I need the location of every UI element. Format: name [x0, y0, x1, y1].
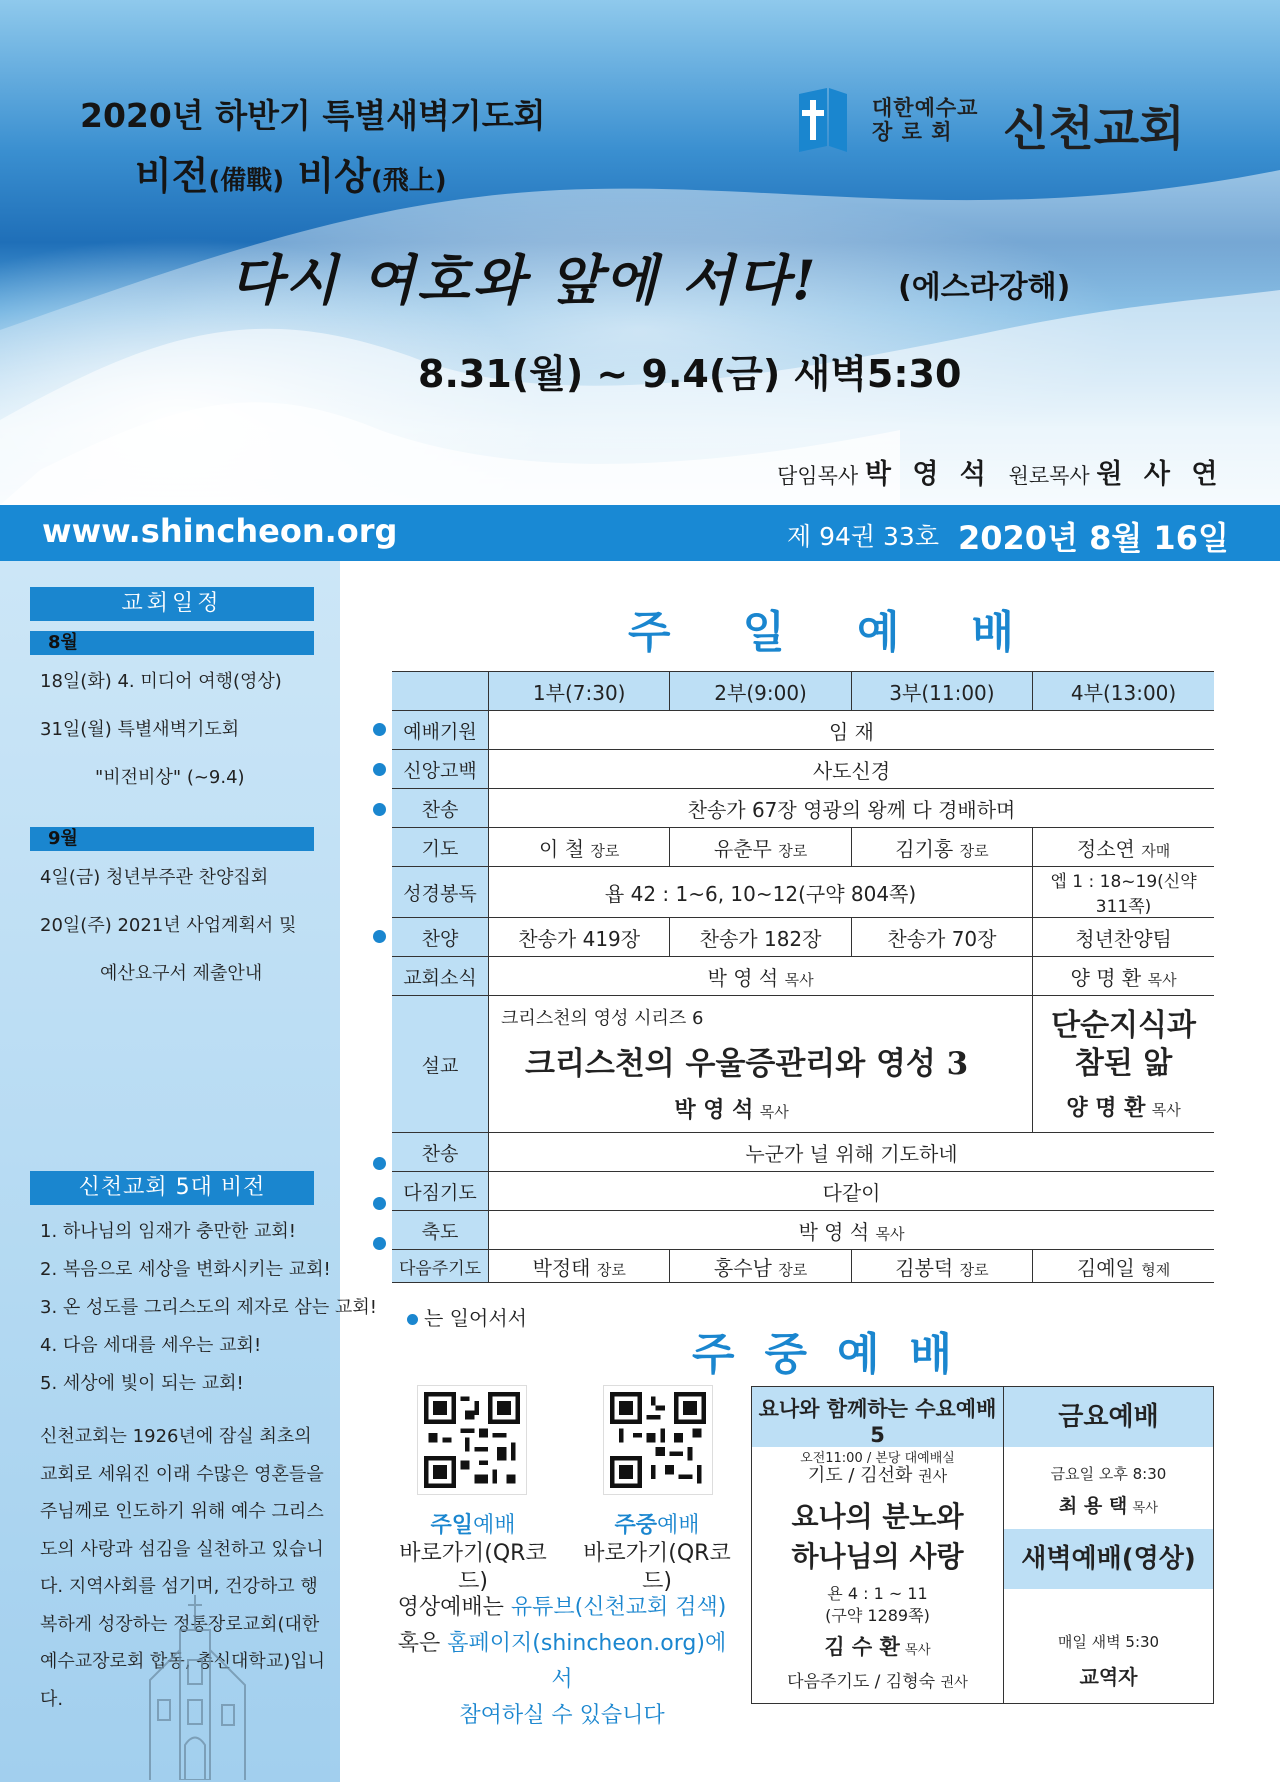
wed-next: 다음주기도 / 김형숙 권사: [787, 1672, 968, 1692]
online-2a: 혹은: [397, 1631, 448, 1656]
choir-1: 찬송가 419장: [489, 918, 670, 957]
row-label: 성경봉독: [392, 867, 489, 918]
table-row: [392, 867, 1214, 918]
row-label: 설교: [392, 996, 489, 1133]
schedule-item: 18일(화) 4. 미디어 여행(영상): [40, 671, 282, 692]
church-news-4: 양 명 환 목사: [1033, 957, 1214, 996]
emeritus-title: 원로목사: [1008, 464, 1090, 488]
denomination-line1: 대한예수교: [872, 96, 979, 120]
row-label: 다짐기도: [392, 1172, 489, 1211]
wed-prayer: 기도 / 김선화 권사: [807, 1465, 948, 1486]
opening-hymn: 찬송가 67장 영광의 왕께 다 경배하며: [489, 789, 1215, 828]
next-prayer-1: 박정태 장로: [489, 1250, 670, 1283]
row-label: 찬송: [392, 789, 489, 828]
vision-hanja1: (備戰): [208, 166, 285, 196]
stand-dot-icon: [373, 763, 386, 776]
vision-item: 4. 다음 세대를 세우는 교회!: [40, 1335, 262, 1356]
qr2-sub: 바로가기(QR코드): [583, 1541, 731, 1594]
sermon-cell-4: [1033, 996, 1214, 1133]
prayer-3: 김기홍 장로: [851, 828, 1032, 867]
vision-item: 5. 세상에 빛이 되는 교회!: [40, 1373, 244, 1394]
sunday-order-table: [392, 671, 1214, 1283]
table-row: [392, 1250, 1214, 1283]
sermon4-title1: 단순지식과: [1051, 1007, 1197, 1043]
emeritus-name: 원 사 연: [1096, 459, 1224, 490]
wed-sermon-line1: 요나의 분노와: [791, 1500, 964, 1533]
table-row: [392, 672, 1214, 711]
website-link[interactable]: www.shincheon.org: [42, 512, 398, 550]
table-row: [392, 789, 1214, 828]
sunday-service-title: 주일예배: [628, 607, 1087, 658]
sermon-series: 크리스천의 영성 시리즈 6: [501, 1008, 704, 1029]
church-name: 신천교회: [1003, 102, 1185, 157]
corner-cell: [392, 672, 489, 711]
online-worship-note: [392, 1590, 732, 1734]
dawn-title: 새벽예배(영상): [1004, 1529, 1213, 1589]
church-building-icon: [130, 1590, 260, 1780]
wednesday-service-box: [751, 1386, 1004, 1704]
event-dates: 8.31(월) ~ 9.4(금) 새벽5:30: [418, 352, 962, 396]
theme-subtitle: (에스라강해): [898, 270, 1071, 305]
row-label: 예배기원: [392, 711, 489, 750]
vision-item: 2. 복음으로 세상을 변화시키는 교회!: [40, 1259, 331, 1280]
qr-icon: [424, 1392, 520, 1488]
stand-dot-icon: [373, 1157, 386, 1170]
wed-time: 오전11:00 / 본당 대예배실: [800, 1451, 955, 1466]
vision-word2: 비상: [297, 154, 371, 198]
senior-pastor-name: 박 영 석: [864, 459, 992, 490]
midweek-service-title: 주중예배: [692, 1329, 983, 1380]
table-row: [392, 996, 1214, 1133]
dawn-time: 매일 새벽 5:30: [1057, 1633, 1160, 1651]
theme-title: 다시 여호와 앞에 서다!: [230, 248, 819, 312]
fri-time: 금요일 오후 8:30: [1050, 1465, 1167, 1483]
row-label: 기도: [392, 828, 489, 867]
prayer-2: 유춘무 장로: [670, 828, 851, 867]
volume-number: 제 94권 33호: [787, 522, 939, 551]
wed-sermon: [752, 1497, 1003, 1577]
schedule-item: 20일(주) 2021년 사업계획서 및: [40, 915, 297, 936]
stand-dot-icon: [407, 1314, 418, 1325]
sermon-title: 크리스천의 우울증관리와 영성 3: [525, 1046, 969, 1082]
wed-ref: [752, 1583, 1003, 1627]
church-description: 신천교회는 1926년에 잠실 최초의 교회로 세워진 이래 수많은 영혼들을 주님께로 인도하기 위해 예수 그리스도의 사랑과 섬김을 실천하고 있습니다. 지역사회를 섬기며, 건강하고 행복하게 성장하는 정통장로교회(대한예수교장로회 합동, 총신대학교)입니다.: [40, 1426, 326, 1710]
stand-dot-icon: [373, 930, 386, 943]
qr-code-sunday[interactable]: [418, 1386, 526, 1494]
vision-slogan: [135, 145, 447, 200]
choir-2: 찬송가 182장: [670, 918, 851, 957]
qr-sunday-label[interactable]: [388, 1512, 558, 1596]
senior-pastor-title: 담임목사: [777, 464, 859, 488]
qr-midweek-label[interactable]: [572, 1512, 742, 1596]
table-row: [392, 828, 1214, 867]
service-header: 4부(13:00): [1033, 672, 1214, 711]
schedule-item: 31일(월) 특별새벽기도회: [40, 719, 240, 740]
church-logo-icon: [797, 86, 849, 154]
vision-word1: 비전: [135, 154, 209, 198]
stand-dot-icon: [373, 803, 386, 816]
wed-title: 요나와 함께하는 수요예배5: [758, 1397, 997, 1447]
month-sep: 9월: [30, 827, 314, 851]
qr1-black: 예배: [473, 1513, 516, 1538]
closing-hymn: 누군가 널 위해 기도하네: [489, 1133, 1215, 1172]
stand-dot-icon: [373, 1197, 386, 1210]
vision-heading: 신천교회 5대 비전: [30, 1171, 314, 1205]
row-label: 찬양: [392, 918, 489, 957]
online-3: 참여하실 수 있습니다: [459, 1703, 665, 1728]
church-news: 박 영 석 목사: [489, 957, 1033, 996]
scripture-reading-4: 엡 1 : 18~19(신약 311쪽): [1033, 867, 1214, 918]
denomination: [872, 96, 978, 144]
table-row: [392, 1211, 1214, 1250]
qr-icon: [610, 1392, 706, 1488]
choir-4: 청년찬양팀: [1033, 918, 1214, 957]
pastors-line: [777, 452, 1223, 491]
schedule-item: "비전비상" (~9.4): [95, 767, 245, 788]
vision-hanja2: (飛上): [370, 166, 447, 196]
stand-dot-icon: [373, 723, 386, 736]
wed-ref2: (구약 1289쪽): [825, 1606, 930, 1625]
legend: [407, 1302, 527, 1331]
dawn-leader: 교역자: [1079, 1665, 1138, 1689]
vision-item: 3. 온 성도를 그리스도의 제자로 삼는 교회!: [40, 1297, 377, 1318]
sermon4-preacher: 양 명 환: [1066, 1095, 1146, 1121]
denomination-line2: 장 로 회: [872, 120, 953, 144]
table-row: [392, 918, 1214, 957]
creed: 사도신경: [489, 750, 1215, 789]
schedule-item: 예산요구서 제출안내: [100, 963, 263, 984]
sermon4-title2: 참된 앎: [1074, 1045, 1173, 1081]
wed-sermon-line2: 하나님의 사랑: [791, 1540, 964, 1573]
sermon-preacher-title: 목사: [759, 1103, 789, 1121]
qr2-black: 예배: [657, 1513, 700, 1538]
table-row: [392, 957, 1214, 996]
invocation: 임 재: [489, 711, 1215, 750]
sermon4-preacher-title: 목사: [1151, 1100, 1181, 1119]
wed-ref1: 욘 4 : 1 ~ 11: [827, 1584, 928, 1603]
friday-dawn-box: [1004, 1386, 1214, 1704]
benediction: 박 영 석 목사: [489, 1211, 1215, 1250]
sermon-cell: [489, 996, 1033, 1133]
table-row: [392, 1172, 1214, 1211]
row-label: 축도: [392, 1211, 489, 1250]
service-header: 1부(7:30): [489, 672, 670, 711]
table-row: [392, 750, 1214, 789]
choir-3: 찬송가 70장: [851, 918, 1032, 957]
issue-date: 2020년 8월 16일: [958, 519, 1229, 557]
month-aug: 8월: [30, 631, 314, 655]
row-label: 찬송: [392, 1133, 489, 1172]
series-title: 2020년 하반기 특별새벽기도회: [80, 96, 546, 135]
next-prayer-3: 김봉덕 장로: [851, 1250, 1032, 1283]
homepage-link: 홈페이지(shincheon.org)에서: [447, 1631, 727, 1692]
next-prayer-4: 김예일 형제: [1033, 1250, 1214, 1283]
fri-preacher: 최 용 택 목사: [1058, 1495, 1159, 1517]
schedule-heading: 교회일정: [30, 587, 314, 621]
row-label: 다음주기도: [392, 1250, 489, 1283]
service-header: 3부(11:00): [851, 672, 1032, 711]
hero-banner: [0, 0, 1280, 505]
row-label: 신앙고백: [392, 750, 489, 789]
vision-item: 1. 하나님의 임재가 충만한 교회!: [40, 1221, 296, 1242]
fri-title: 금요예배: [1004, 1387, 1213, 1447]
schedule-item: 4일(금) 청년부주관 찬양집회: [40, 867, 269, 888]
service-header: 2부(9:00): [670, 672, 851, 711]
sermon-preacher: 박 영 석: [674, 1098, 754, 1123]
youtube-link: 유튜브(신천교회 검색): [510, 1595, 727, 1620]
wednesday-header: [752, 1387, 1003, 1466]
qr1-blue: 주일: [430, 1513, 473, 1538]
scripture-reading: 욥 42 : 1~6, 10~12(구약 804쪽): [489, 867, 1033, 918]
table-row: [392, 1133, 1214, 1172]
legend-text: 는 일어서서: [424, 1306, 527, 1330]
qr-code-midweek[interactable]: [604, 1386, 712, 1494]
resolve-prayer: 다같이: [489, 1172, 1215, 1211]
qr1-sub: 바로가기(QR코드): [399, 1541, 547, 1594]
qr2-blue: 주중: [614, 1513, 657, 1538]
prayer-1: 이 철 장로: [489, 828, 670, 867]
stand-dot-icon: [373, 1237, 386, 1250]
prayer-4: 정소연 자매: [1033, 828, 1214, 867]
next-prayer-2: 홍수남 장로: [670, 1250, 851, 1283]
table-row: [392, 711, 1214, 750]
online-1a: 영상예배는: [397, 1595, 511, 1620]
row-label: 교회소식: [392, 957, 489, 996]
wed-preacher: 김 수 환 목사: [824, 1635, 931, 1659]
